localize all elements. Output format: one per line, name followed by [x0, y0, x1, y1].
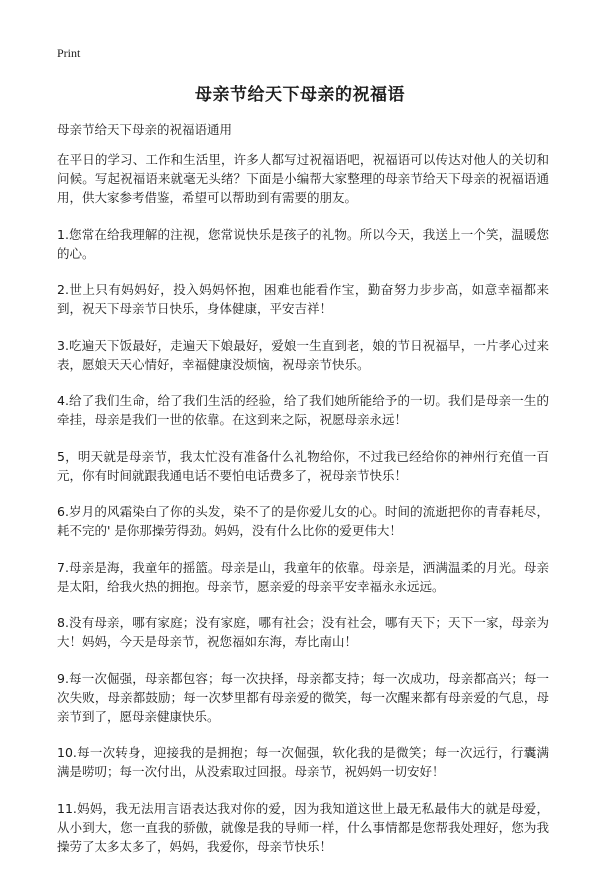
article-body	[57, 150, 549, 873]
wish-item-10: 10.每一次转身，迎接我的是拥抱；每一次倔强，软化我的是微笑；每一次远行，行囊满满是唠叨；每一次付出，从没索取过回报。母亲节，祝妈妈一切安好！	[57, 745, 549, 779]
wish-item-8: 8.没有母亲，哪有家庭；没有家庭，哪有社会；没有社会，哪有天下；天下一家，母亲为大！妈妈，今天是母亲节，祝您福如东海，寿比南山！	[57, 615, 549, 649]
wish-item-2: 2.世上只有妈妈好，投入妈妈怀抱，困难也能看作宝，勤奋努力步步高，如意幸福都来到，祝天下母亲节日快乐，身体健康，平安吉祥！	[57, 282, 549, 316]
wish-item-9: 9.每一次倔强，母亲都包容；每一次抉择，母亲都支持；每一次成功，母亲都高兴；每一次失败，母亲都鼓励；每一次梦里都有母亲爱的微笑，每一次醒来都有母亲爱的气息，母亲节到了，愿母亲健康快乐。	[57, 670, 549, 724]
wish-item-11: 11.妈妈，我无法用言语表达我对你的爱，因为我知道这世上最无私最伟大的就是母爱，从小到大，您一直我的骄傲，就像是我的导师一样，什么事情都是您帮我处理好，您为我操劳了太多太多了，妈妈，我爱你，母亲节快乐！	[57, 800, 549, 854]
page-title: 母亲节给天下母亲的祝福语	[195, 85, 405, 105]
wish-item-5: 5，明天就是母亲节，我太忙没有准备什么礼物给你，不过我已经给你的神州行充值一百元，你有时间就跟我通电话不要怕电话费多了，祝母亲节快乐！	[57, 448, 549, 483]
wish-item-4: 4.给了我们生命，给了我们生活的经验，给了我们她所能给予的一切。我们是母亲一生的牵挂，母亲是我们一世的依靠。在这到来之际，祝愿母亲永远！	[57, 393, 549, 427]
print-link[interactable]: Print	[57, 46, 81, 60]
wish-item-7: 7.母亲是海，我童年的摇篮。母亲是山，我童年的依靠。母亲是，洒满温柔的月光。母亲是太阳，给我火热的拥抱。母亲节，愿亲爱的母亲平安幸福永永远远。	[57, 559, 549, 594]
wish-item-3: 3.吃遍天下饭最好，走遍天下娘最好，爱娘一生直到老，娘的节日祝福早，一片孝心过来表，愿娘天天心情好，幸福健康没烦恼，祝母亲节快乐。	[57, 337, 549, 372]
wish-item-6: 6.岁月的风霜染白了你的头发，染不了的是你爱儿女的心。时间的流逝把你的青春耗尽，耗不完的' 是你那操劳得劲。妈妈，没有什么比你的爱更伟大！	[57, 504, 549, 538]
intro-paragraph: 在平日的学习、工作和生活里，许多人都写过祝福语吧，祝福语可以传达对他人的关切和问候。写起祝福语来就毫无头绪？下面是小编帮大家整理的母亲节给天下母亲的祝福语通用，供大家参考借鉴，希望可以帮助到有需要的朋友。	[57, 152, 549, 205]
wish-item-1: 1.您常在给我理解的注视，您常说快乐是孩子的礼物。所以今天，我送上一个笑，温暖您的心。	[57, 226, 549, 261]
subtitle: 母亲节给天下母亲的祝福语通用	[57, 122, 233, 137]
